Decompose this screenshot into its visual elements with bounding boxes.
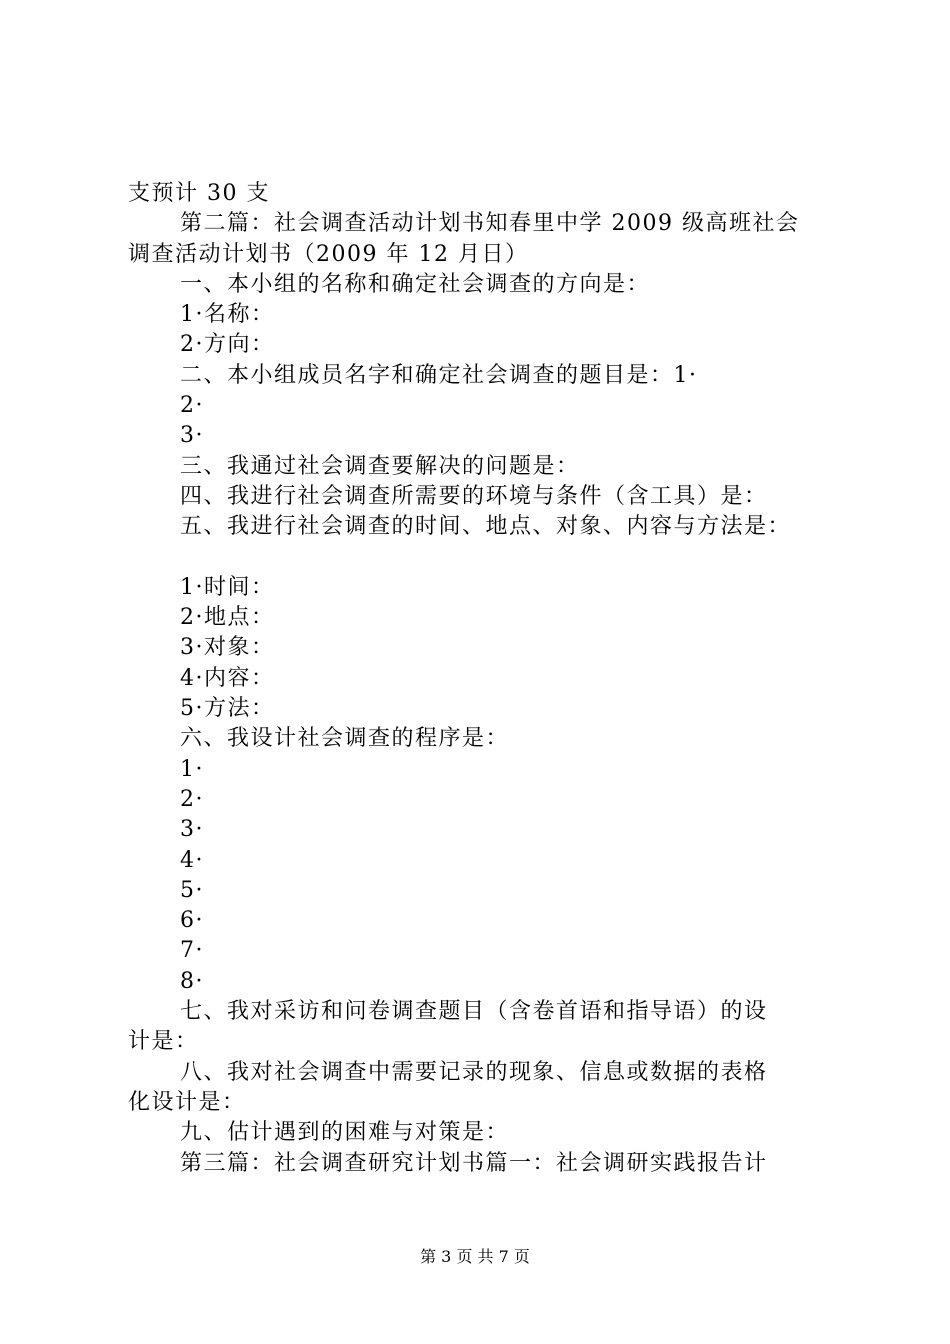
list-item: 3· (180, 817, 204, 843)
blank-line (128, 543, 840, 573)
list-item: 2·方向： (180, 332, 275, 358)
list-item: 1· (180, 756, 204, 782)
list-item: 1·名称： (180, 302, 275, 328)
item-heading-9: 九、估计遇到的困难与对策是： (180, 1120, 510, 1146)
list-item: 4·内容： (180, 665, 275, 691)
list-item: 3· (180, 423, 204, 449)
item-heading-5: 五、我进行社会调查的时间、地点、对象、内容与方法是： (180, 514, 792, 540)
item-heading-2: 二、本小组成员名字和确定社会调查的题目是：1· (180, 362, 698, 388)
page-footer: 第 3 页 共 7 页 (420, 1247, 530, 1266)
list-item: 4· (180, 847, 204, 873)
list-item: 1·时间： (180, 574, 275, 600)
item-heading-3: 三、我通过社会调查要解决的问题是： (180, 453, 580, 479)
text-line: 调查活动计划书（2009 年 12 月日） (128, 241, 529, 267)
item-heading-4: 四、我进行社会调查所需要的环境与条件（含工具）是： (180, 483, 768, 509)
section-heading-3: 第三篇：社会调查研究计划书篇一：社会调研实践报告计 (180, 1150, 768, 1176)
item-heading-1: 一、本小组的名称和确定社会调查的方向是： (180, 271, 651, 297)
text-line: 支预计 30 支 (128, 181, 270, 206)
item-heading-7: 七、我对采访和问卷调查题目（含卷首语和指导语）的设 (180, 999, 768, 1025)
item-heading-8: 八、我对社会调查中需要记录的现象、信息或数据的表格 (180, 1059, 768, 1085)
text-line: 化设计是： (128, 1089, 246, 1115)
list-item: 8· (180, 968, 204, 994)
list-item: 5·方法： (180, 696, 275, 722)
document-body (128, 179, 840, 1179)
text-line: 计是： (128, 1029, 199, 1055)
list-item: 3·对象： (180, 635, 275, 661)
list-item: 2· (180, 786, 204, 812)
list-item: 6· (180, 908, 204, 934)
list-item: 2· (180, 393, 204, 419)
list-item: 7· (180, 938, 204, 964)
section-heading-2: 第二篇：社会调查活动计划书知春里中学 2009 级高班社会 (180, 211, 800, 237)
item-heading-6: 六、我设计社会调查的程序是： (180, 726, 510, 752)
list-item: 2·地点： (180, 605, 275, 631)
list-item: 5· (180, 877, 204, 903)
